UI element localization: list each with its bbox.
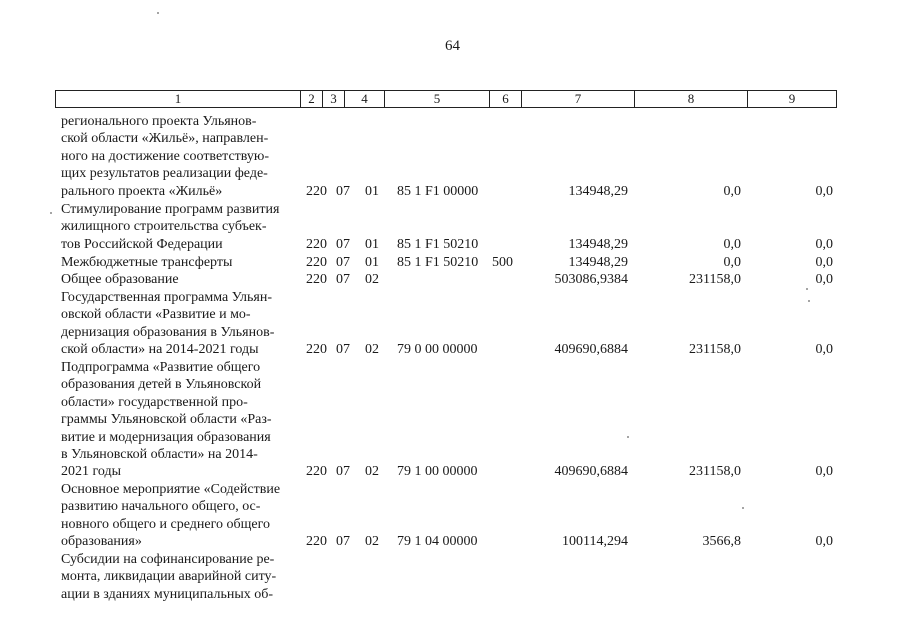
description-line: развитию начального общего, ос- — [61, 499, 261, 515]
cell-target-article: 79 1 00 00000 — [397, 464, 478, 479]
cell-code-ministry: 220 — [306, 534, 327, 549]
description-line: Стимулирование программ развития — [61, 202, 280, 217]
cell-amount-3: 0,0 — [815, 272, 833, 287]
scan-speck — [808, 300, 810, 302]
scan-speck — [806, 288, 808, 290]
cell-amount-1: 134948,29 — [568, 184, 628, 199]
cell-target-article: 85 1 F1 50210 — [397, 255, 479, 270]
cell-code-subsection: 01 — [365, 237, 379, 252]
cell-code-ministry: 220 — [306, 464, 327, 479]
description-line: образования детей в Ульяновской — [61, 377, 262, 393]
cell-code-ministry: 220 — [306, 255, 327, 270]
cell-expense-type: 500 — [492, 255, 513, 270]
cell-amount-1: 409690,6884 — [554, 342, 628, 357]
description-line: в Ульяновской области» на 2014- — [61, 447, 258, 463]
cell-code-ministry: 220 — [306, 237, 327, 252]
cell-amount-1: 503086,9384 — [554, 272, 628, 287]
cell-code-section: 07 — [336, 342, 350, 357]
description-line: граммы Ульяновской области «Раз- — [61, 412, 272, 428]
page-number: 64 — [445, 38, 460, 54]
header-col-1: 1 — [174, 91, 182, 106]
row-description — [61, 254, 295, 271]
description-line: ской области «Жильё», направлен- — [61, 131, 269, 147]
cell-code-ministry: 220 — [306, 342, 327, 357]
cell-code-ministry: 220 — [306, 272, 327, 287]
cell-amount-1: 409690,6884 — [554, 464, 628, 479]
scan-speck — [157, 12, 159, 14]
cell-amount-2: 231158,0 — [689, 464, 741, 479]
scan-speck — [742, 507, 744, 509]
header-col-5: 5 — [384, 91, 489, 107]
row-description — [61, 289, 295, 359]
description-line: новного общего и среднего общего — [61, 516, 270, 532]
cell-target-article: 85 1 F1 00000 — [397, 184, 479, 199]
cell-target-article: 85 1 F1 50210 — [397, 237, 479, 252]
description-line: Межбюджетные трансферты — [61, 255, 233, 270]
cell-code-section: 07 — [336, 272, 350, 287]
cell-amount-1: 134948,29 — [568, 255, 628, 270]
cell-amount-1: 134948,29 — [568, 237, 628, 252]
header-col-8: 8 — [634, 91, 747, 107]
header-col-4: 4 — [344, 91, 384, 107]
description-line: образования» — [61, 534, 142, 550]
cell-code-subsection: 02 — [365, 464, 379, 479]
description-line: овской области «Развитие и мо- — [61, 307, 251, 323]
cell-amount-2: 3566,8 — [702, 534, 741, 549]
description-line: Субсидии на софинансирование ре- — [61, 552, 275, 567]
row-description — [61, 359, 295, 481]
header-col-9: 9 — [747, 91, 836, 107]
description-line: 2021 годы — [61, 464, 122, 480]
cell-amount-2: 231158,0 — [689, 342, 741, 357]
cell-code-section: 07 — [336, 255, 350, 270]
description-line: Подпрограмма «Развитие общего — [61, 360, 261, 375]
row-description — [61, 481, 295, 551]
cell-amount-2: 231158,0 — [689, 272, 741, 287]
cell-amount-3: 0,0 — [815, 184, 833, 199]
description-line: щих результатов реализации феде- — [61, 166, 268, 182]
cell-target-article: 79 0 00 00000 — [397, 342, 478, 357]
cell-target-article: 79 1 04 00000 — [397, 534, 478, 549]
header-col-3: 3 — [322, 91, 344, 107]
cell-code-subsection: 01 — [365, 184, 379, 199]
description-line: монта, ликвидации аварийной ситу- — [61, 569, 277, 585]
cell-amount-2: 0,0 — [723, 255, 741, 270]
cell-amount-2: 0,0 — [723, 237, 741, 252]
cell-code-subsection: 02 — [365, 342, 379, 357]
description-line: Основное мероприятие «Содействие — [61, 482, 281, 497]
cell-code-section: 07 — [336, 237, 350, 252]
description-line: регионального проекта Ульянов- — [61, 114, 257, 129]
description-line: ской области» на 2014-2021 годы — [61, 342, 259, 358]
cell-amount-3: 0,0 — [815, 342, 833, 357]
cell-code-subsection: 02 — [365, 534, 379, 549]
cell-amount-3: 0,0 — [815, 464, 833, 479]
scan-speck — [627, 436, 629, 438]
header-col-2: 2 — [300, 91, 322, 107]
table-column-header — [55, 90, 837, 108]
description-line: Общее образование — [61, 272, 179, 287]
description-line: жилищного строительства субъек- — [61, 219, 267, 235]
row-description — [61, 113, 295, 200]
header-col-6: 6 — [489, 91, 521, 107]
description-line: ации в зданиях муниципальных об- — [61, 586, 274, 602]
row-description — [61, 201, 295, 253]
cell-code-section: 07 — [336, 184, 350, 199]
header-col-7: 7 — [521, 91, 634, 107]
description-line: тов Российской Федерации — [61, 236, 223, 252]
description-line: витие и модернизация образования — [61, 429, 271, 445]
cell-code-section: 07 — [336, 464, 350, 479]
cell-code-subsection: 02 — [365, 272, 379, 287]
cell-amount-2: 0,0 — [723, 184, 741, 199]
cell-amount-3: 0,0 — [815, 255, 833, 270]
cell-code-subsection: 01 — [365, 255, 379, 270]
cell-amount-1: 100114,294 — [562, 534, 628, 549]
cell-code-section: 07 — [336, 534, 350, 549]
row-description — [61, 551, 295, 603]
cell-code-ministry: 220 — [306, 184, 327, 199]
scan-speck — [50, 212, 52, 214]
description-line: рального проекта «Жильё» — [61, 183, 223, 199]
cell-amount-3: 0,0 — [815, 237, 833, 252]
budget-table-body — [0, 113, 905, 640]
description-line: ного на достижение соответствую- — [61, 148, 270, 164]
description-line: дернизация образования в Ульянов- — [61, 324, 275, 340]
cell-amount-3: 0,0 — [815, 534, 833, 549]
description-line: области» государственной про- — [61, 394, 248, 410]
row-description — [61, 271, 295, 288]
description-line: Государственная программа Ульян- — [61, 290, 272, 305]
